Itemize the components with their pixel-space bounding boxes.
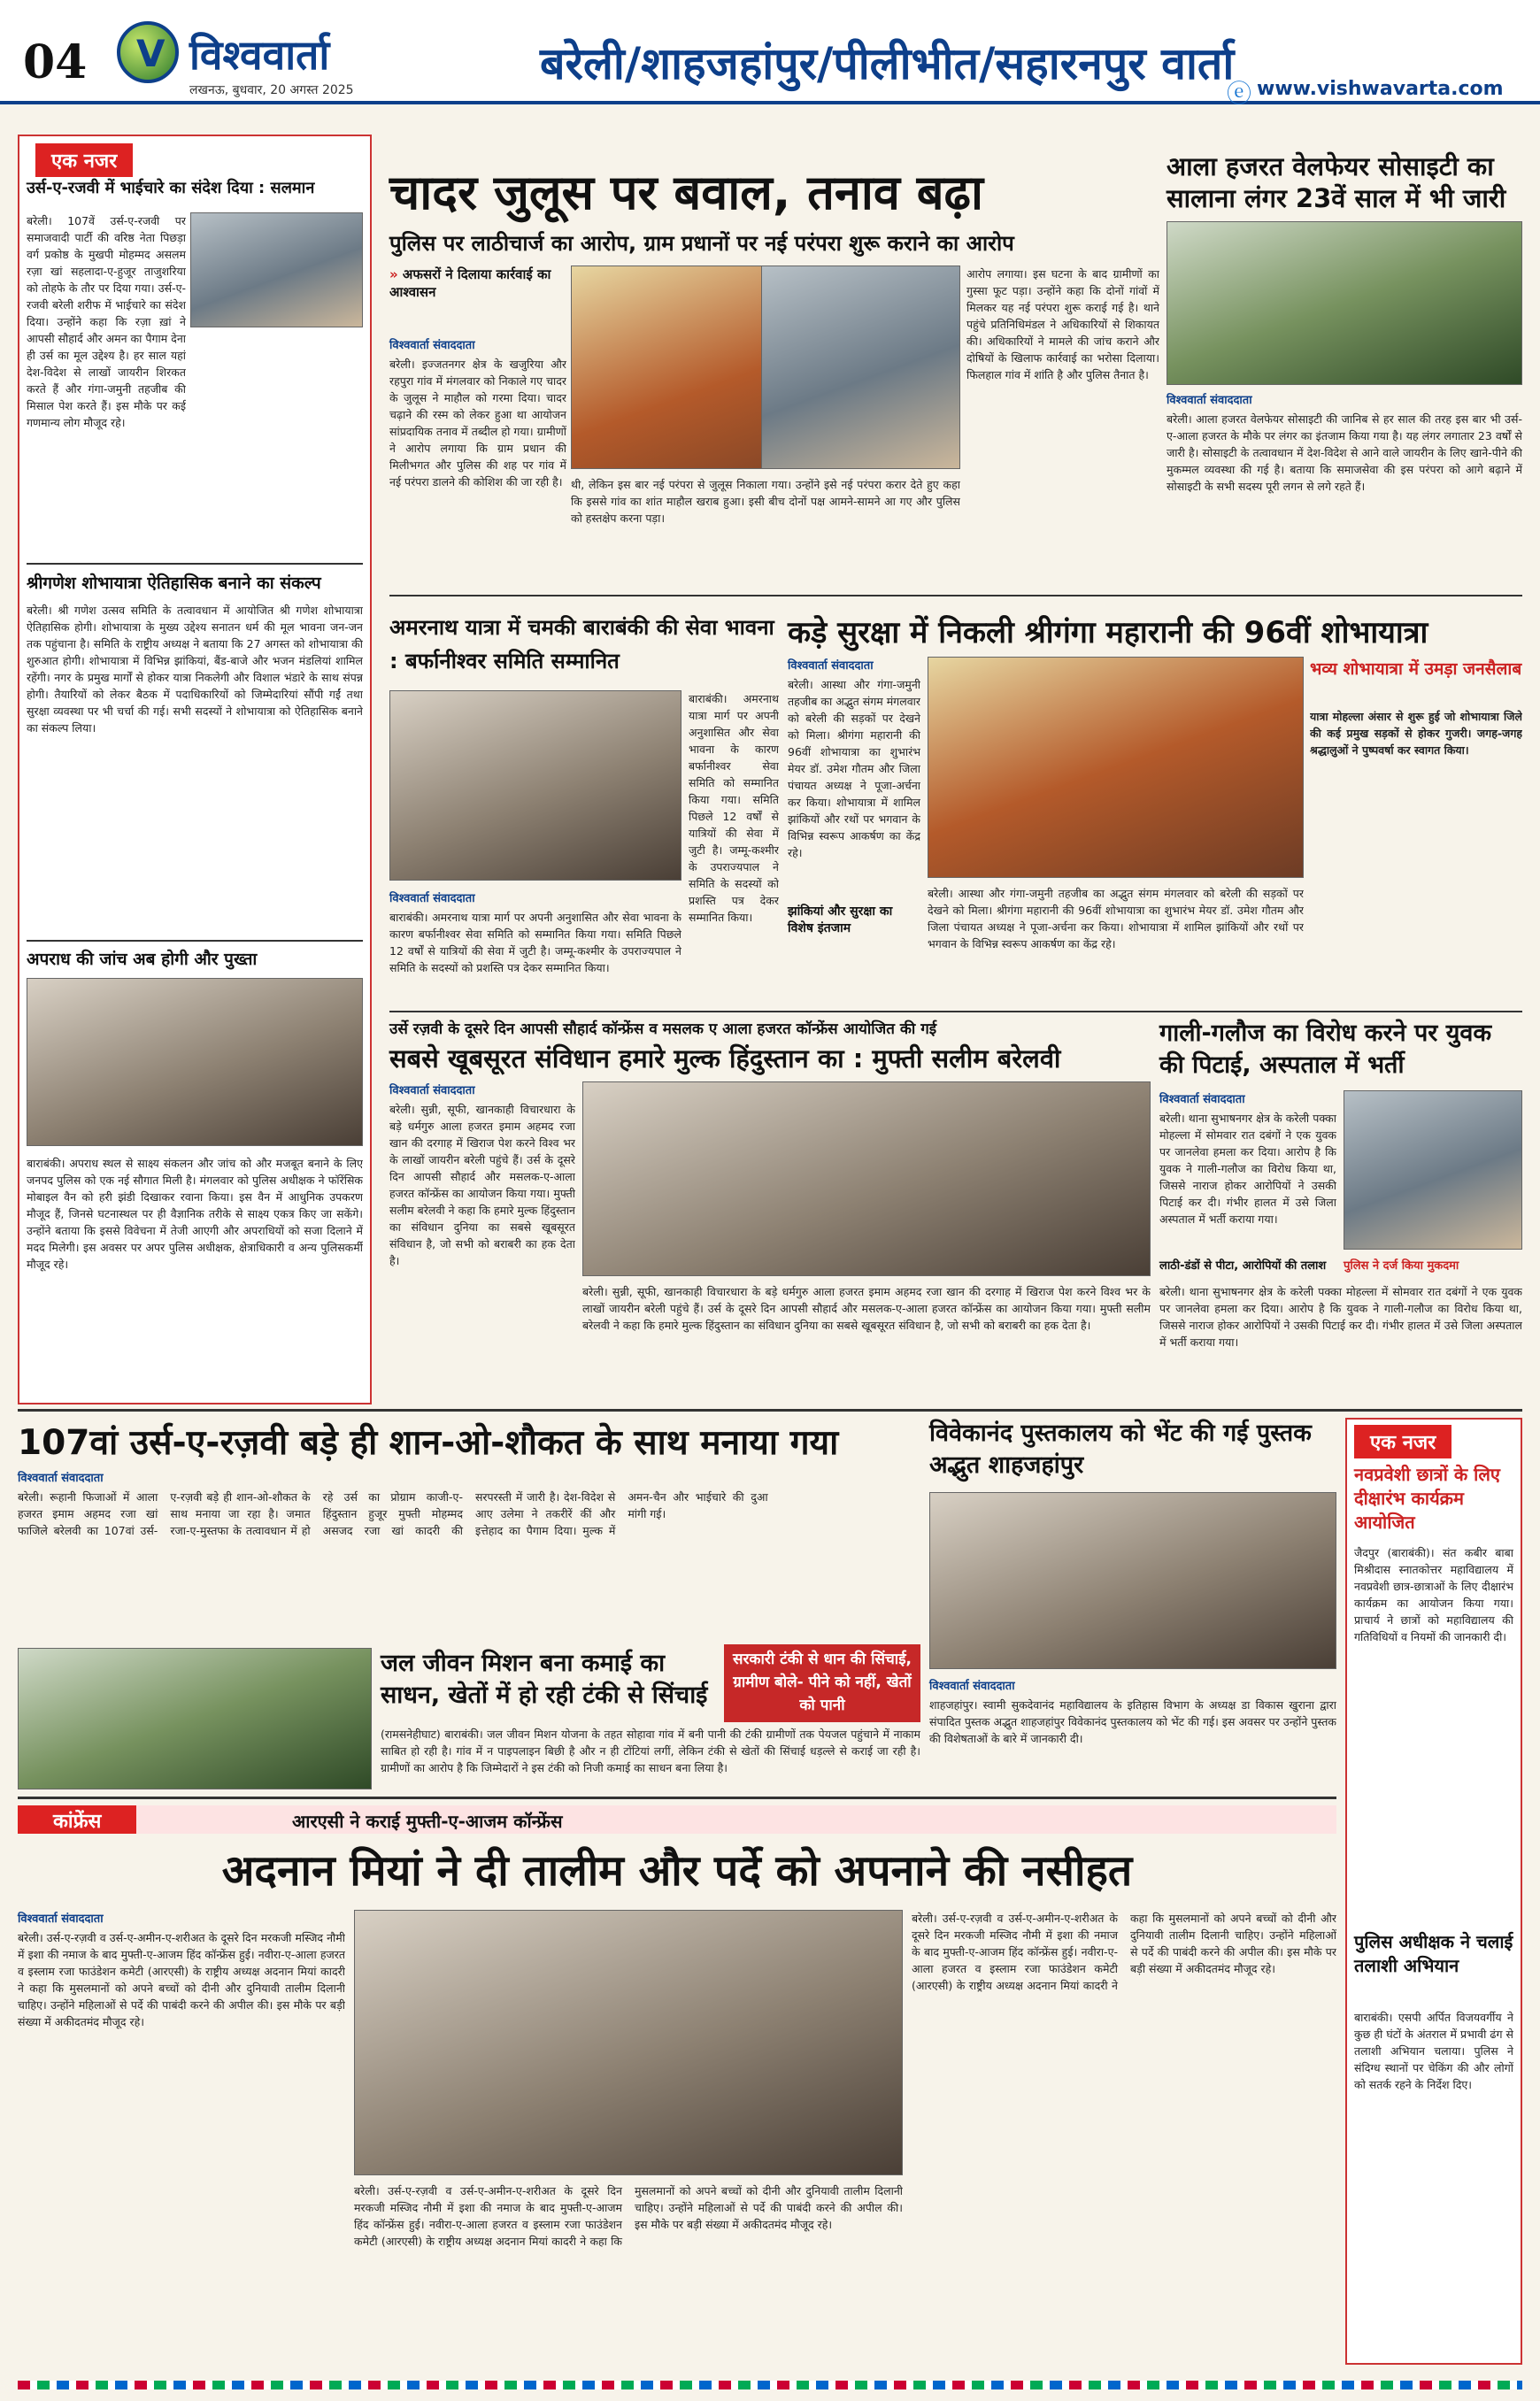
bottom-kicker: आरएसी ने कराई मुफ्ती-ए-आजम कॉन्फ्रेंस bbox=[292, 1811, 563, 1832]
brief-headline: श्रीगणेश शोभायात्रा ऐतिहासिक बनाने का संकल्प bbox=[27, 573, 321, 593]
gali-body: बरेली। थाना सुभाषनगर क्षेत्र के करेली पक्का मोहल्ला में सोमवार रात दबंगों ने एक युवक पर जानलेवा हमला कर दिया। आरोप है कि युवक ने गाली-गलौज का विरोध किया था, जिससे नाराज होकर आरोपियों ने उसकी पिटाई कर दी। गंभीर हालत में उसे जिला अस्पताल में भर्ती कराया गया। bbox=[1159, 1112, 1336, 1226]
lead-deck: पुलिस पर लाठीचार्ज का आरोप, ग्राम प्रधानों पर नई परंपरा शुरू कराने का आरोप bbox=[389, 231, 1014, 256]
bottom-photo bbox=[354, 1910, 903, 2175]
jal-callout: सरकारी टंकी से धान की सिंचाई, ग्रामीण बोले- पीने को नहीं, खेतों को पानी bbox=[724, 1644, 920, 1722]
byline: विश्ववार्ता संवाददाता bbox=[1167, 394, 1252, 407]
lead-headline: चादर जुलूस पर बवाल, तनाव बढ़ा bbox=[389, 165, 983, 220]
lead-photo-2 bbox=[761, 265, 960, 469]
briefs-tag: एक नजर bbox=[35, 143, 133, 177]
langar-body: बरेली। आला हजरत वेलफेयर सोसाइटी की जानिब से हर साल की तरह इस बार भी उर्स-ए-आला हजरत के मौके पर लंगर का इंतजाम किया गया है। यह लंगर लगातार 23 वर्षों से जारी है। सोसाइटी के तत्वावधान में देश-विदेश से आने वाले जायरीन के लिए खाने-पीने की मुकम्मल व्यवस्था की गई है। बताया कि समाजसेवा की इस परंपरा को आगे बढ़ाने में सोसाइटी के सभी सदस्य पूरी लगन से लगे रहते हैं। bbox=[1167, 412, 1522, 493]
byline: विश्ववार्ता संवाददाता bbox=[389, 339, 475, 352]
amarnath-photo bbox=[389, 690, 681, 881]
lead-body: थी, लेकिन इस बार नई परंपरा से जुलूस निकाला गया। उन्होंने इसे नई परंपरा करार देते हुए कहा कि इससे गांव का शांत माहौल खराब हुआ। इसी बीच दोनों पक्ष आमने-सामने आ गए और पुलिस को हस्तक्षेप करना पड़ा। bbox=[571, 478, 960, 525]
urs-headline: 107वां उर्स-ए-रज़वी बड़े ही शान-ओ-शौकत के साथ मनाया गया bbox=[18, 1423, 839, 1463]
page-number: 04 bbox=[23, 35, 88, 89]
brand-name: विश्ववार्ता bbox=[189, 31, 330, 79]
amarnath-headline: अमरनाथ यात्रा में चमकी बाराबंकी की सेवा भावना : बर्फानीश्वर समिति सम्मानित bbox=[389, 615, 774, 673]
brief-body: बरेली। 107वें उर्स-ए-रजवी पर समाजवादी पार्टी की वरिष्ठ नेता पिछड़ा वर्ग प्रकोष्ठ के मुखपी मोहम्मद असलम रज़ा खां सहलादा-ए-हुजूर ताजुशरिया को तोहफे के तौर पर दिया गया। उर्स-ए-रजवी बरेली शरीफ में भाईचारे का संदेश दिया। उन्होंने कहा कि रज़ा ख़ां ने आपसी सौहार्द और अमन का पैगाम देना ही उर्स का मूल उद्देश्य है। हर साल यहां देश-विदेश से लाखों जायरीन शिरकत करते हैं और गंगा-जमुनी तहजीब की मिसाल पेश करते हैं। इस मौके पर कई गणमान्य लोग मौजूद रहे। bbox=[27, 214, 186, 429]
byline: विश्ववार्ता संवाददाता bbox=[929, 1680, 1015, 1693]
vivekanand-headline: विवेकानंद पुस्तकालय को भेंट की गई पुस्तक अद्भुत शाहजहांपुर bbox=[929, 1420, 1312, 1479]
byline: विश्ववार्ता संवाददाता bbox=[1159, 1093, 1245, 1106]
bottom-body-cont-2: बरेली। उर्स-ए-रज़वी व उर्स-ए-अमीन-ए-शरीअत के दूसरे दिन मरकजी मस्जिद नौमी में इशा की नमाज के बाद मुफ्ती-ए-आजम हिंद कॉन्फ्रेंस हुई। नवीरा-ए-आला हजरत व इस्लाम रजा फाउंडेशन कमेटी (आरएसी) के राष्ट्रीय अध्यक्ष अदनान मियां कादरी ने कहा कि मुसलमानों को अपने बच्चों को दीनी और दुनियावी तालीम दिलानी चाहिए। उन्होंने महिलाओं से पर्दे की पाबंदी करने की अपील की। इस मौके पर बड़ी संख्या में अकीदतमंद मौजूद रहे। bbox=[912, 1912, 1336, 1992]
ganga-body-cont: बरेली। आस्था और गंगा-जमुनी तहजीब का अद्भुत संगम मंगलवार को बरेली की सड़कों पर देखने को मिला। श्रीगंगा महारानी की 96वीं शोभायात्रा का शुभारंभ मेयर डॉ. उमेश गौतम और जिला पंचायत अध्यक्ष ने पूजा-अर्चना कर किया। शोभायात्रा में शामिल झांकियों और रथों पर भगवान के विभिन्न स्वरूप आकर्षण का केंद्र रहे। bbox=[928, 887, 1304, 950]
ganga-headline: कड़े सुरक्षा में निकली श्रीगंगा महारानी की 96वीं शोभायात्रा bbox=[788, 615, 1428, 650]
bottom-body-cont: बरेली। उर्स-ए-रज़वी व उर्स-ए-अमीन-ए-शरीअत के दूसरे दिन मरकजी मस्जिद नौमी में इशा की नमाज के बाद मुफ्ती-ए-आजम हिंद कॉन्फ्रेंस हुई। नवीरा-ए-आला हजरत व इस्लाम रजा फाउंडेशन कमेटी (आरएसी) के राष्ट्रीय अध्यक्ष अदनान मियां कादरी ने कहा कि मुसलमानों को अपने बच्चों को दीनी और दुनियावी तालीम दिलानी चाहिए। उन्होंने महिलाओं से पर्दे की पाबंदी करने की अपील की। इस मौके पर बड़ी संख्या में अकीदतमंद मौजूद रहे। bbox=[354, 2184, 903, 2248]
brief-headline: अपराध की जांच अब होगी और पुख्ता bbox=[27, 950, 258, 969]
jal-photo bbox=[18, 1648, 372, 1789]
samvidhan-body-cont: बरेली। सुन्नी, सूफी, खानकाही विचारधारा के बड़े धर्मगुरु आला हजरत इमाम अहमद रजा खान की दरगाह में खिराज पेश करने विश्व भर के लाखों जायरीन बरेली पहुंचे हैं। उर्स के दूसरे दिन आपसी सौहार्द और मसलक-ए-आला हजरत कॉन्फ्रेंस का आयोजन किया गया। मुफ्ती सलीम बरेलवी ने कहा कि हमारे मुल्क हिंदुस्तान का संविधान दुनिया का सबसे खूबसूरत संविधान है, जो सभी को बराबरी का हक देता है। bbox=[582, 1285, 1151, 1332]
samvidhan-kicker: उर्से रज़वी के दूसरे दिन आपसी सौहार्द कॉन्फ्रेंस व मसलक ए आला हजरत कॉन्फ्रेंस आयोजित की गई bbox=[389, 1020, 937, 1038]
byline: विश्ववार्ता संवाददाता bbox=[788, 659, 874, 673]
byline: विश्ववार्ता संवाददाता bbox=[18, 1912, 104, 1926]
amarnath-body-cont: बाराबंकी। अमरनाथ यात्रा मार्ग पर अपनी अनुशासित और सेवा भावना के कारण बर्फानीश्वर सेवा समिति को सम्मानित किया गया। समिति पिछले 12 वर्षों से यात्रियों की सेवा में जुटी है। जम्मू-कश्मीर के उपराज्यपाल ने समिति के सदस्यों को प्रशस्ति पत्र देकर सम्मानित किया। bbox=[689, 692, 779, 924]
bottom-body: बरेली। उर्स-ए-रज़वी व उर्स-ए-अमीन-ए-शरीअत के दूसरे दिन मरकजी मस्जिद नौमी में इशा की नमाज के बाद मुफ्ती-ए-आजम हिंद कॉन्फ्रेंस हुई। नवीरा-ए-आला हजरत व इस्लाम रजा फाउंडेशन कमेटी (आरएसी) के राष्ट्रीय अध्यक्ष अदनान मियां कादरी ने कहा कि मुसलमानों को अपने बच्चों को दीनी और दुनियावी तालीम दिलानी चाहिए। उन्होंने महिलाओं से पर्दे की पाबंदी करने की अपील की। इस मौके पर बड़ी संख्या में अकीदतमंद मौजूद रहे। bbox=[18, 1931, 345, 2028]
lead-body: आरोप लगाया। इस घटना के बाद ग्रामीणों का गुस्सा फूट पड़ा। उन्होंने कहा कि दोनों गांवों में मिलकर यह नई परंपरा शुरू कराई गई है। थाने पहुंचे प्रतिनिधिमंडल ने अधिकारियों से शिकायत की। अधिकारियों ने मामले की जांच कराने और दोषियों के खिलाफ कार्रवाई का भरोसा दिलाया। फिलहाल गांव में शांति है और पुलिस तैनात है। bbox=[966, 267, 1159, 381]
brief-body: जैदपुर (बाराबंकी)। संत कबीर बाबा मिश्रीदास स्नातकोत्तर महाविद्यालय में नवप्रवेशी छात्र-छात्राओं के लिए दीक्षारंभ कार्यक्रम का आयोजन किया गया। प्राचार्य ने छात्रों को महाविद्यालय की गतिविधियों व नियमों की जानकारी दी। bbox=[1354, 1546, 1513, 1643]
brief-body: बरेली। श्री गणेश उत्सव समिति के तत्वावधान में आयोजित श्री गणेश शोभायात्रा ऐतिहासिक होगी। शोभायात्रा के मुख्य उद्देश्य सनातन धर्म की मूल भावना जन-जन तक पहुंचाना है। समिति के राष्ट्रीय अध्यक्ष ने बताया कि 27 अगस्त को शोभायात्रा की शुरुआत होगी। शोभायात्रा में विभिन्न झांकियां, बैंड-बाजे और भजन मंडलियां शामिल रहेंगी। नगर के प्रमुख मार्गों से होकर यात्रा निकलेगी और विशाल भंडारे के साथ संपन्न होगी। तैयारियों को लेकर बैठक में पदाधिकारियों को जिम्मेदारियां सौंपी गईं तथा सुरक्षा व्यवस्था पर भी चर्चा की गई। सभी सदस्यों ने शोभायात्रा को ऐतिहासिक बनाने का संकल्प लिया। bbox=[27, 604, 363, 735]
color-registration-strip bbox=[18, 2381, 1522, 2389]
langar-headline: आला हजरत वेलफेयर सोसाइटी का सालाना लंगर 23वें साल में भी जारी bbox=[1167, 151, 1506, 213]
urs-body: बरेली। रूहानी फिजाओं में आला हजरत इमाम अहमद रजा खां फाजिले बरेलवी का 107वां उर्स-ए-रज़वी बड़े ही शान-ओ-शौकत के साथ मनाया जा रहा है। जमात रजा-ए-मुस्तफा के तत्वावधान में हो रहे उर्स का प्रोग्राम काजी-ए-हिंदुस्तान हुजूर मुफ्ती मोहम्मद असजद रजा खां कादरी की सरपरस्ती में जारी है। देश-विदेश से आए उलेमा ने तकरीरें कीं और इत्तेहाद का पैगाम दिया। मुल्क में अमन-चैन और भाईचारे की दुआ मांगी गई। bbox=[18, 1490, 768, 1537]
gali-body-cont: बरेली। थाना सुभाषनगर क्षेत्र के करेली पक्का मोहल्ला में सोमवार रात दबंगों ने एक युवक पर जानलेवा हमला कर दिया। आरोप है कि युवक ने गाली-गलौज का विरोध किया था, जिससे नाराज होकर आरोपियों ने उसकी पिटाई कर दी। गंभीर हालत में उसे जिला अस्पताल में भर्ती कराया गया। bbox=[1159, 1285, 1522, 1349]
edition-title: बरेली/शाहजहांपुर/पीलीभीत/सहारनपुर वार्ता bbox=[540, 38, 1235, 89]
brief-body: बाराबंकी। अपराध स्थल से साक्ष्य संकलन और जांच को और मजबूत बनाने के लिए जनपद पुलिस को एक नई सौगात मिली है। मंगलवार को पुलिस अधीक्षक ने फॉरेंसिक मोबाइल वैन को हरी झंडी दिखाकर रवाना किया। इस वैन में आधुनिक उपकरण मौजूद हैं, जिनसे घटनास्थल पर ही वैज्ञानिक तरीके से साक्ष्य एकत्र किए जा सकेंगे। उन्होंने बताया कि इससे विवेचना में तेजी आएगी और अपराधियों को सजा दिलाने में मदद मिलेगी। इस अवसर पर अपर पुलिस अधीक्षक, क्षेत्राधिकारी व अन्य पुलिसकर्मी मौजूद रहे। bbox=[27, 1157, 363, 1271]
divider bbox=[389, 1011, 1522, 1012]
byline: विश्ववार्ता संवाददाता bbox=[18, 1472, 104, 1485]
byline: विश्ववार्ता संवाददाता bbox=[389, 1084, 475, 1097]
gali-headline: गाली-गलौज का विरोध करने पर युवक की पिटाई, अस्पताल में भर्ती bbox=[1159, 1020, 1492, 1079]
jal-body: (रामसनेहीघाट) बाराबंकी। जल जीवन मिशन योजना के तहत सोहावा गांव में बनी पानी की टंकी ग्रामीणों तक पेयजल पहुंचाने में नाकाम साबित हो रही है। गांव में न पाइपलाइन बिछी है और न ही टोंटियां लगीं, लेकिन टंकी से खेतों की सिंचाई धड़ल्ले से कराई जा रही है। ग्रामीणों का आरोप है कि जिम्मेदारों ने इस टंकी को निजी कमाई का साधन बना लिया है। bbox=[381, 1728, 920, 1774]
brief-headline: उर्स-ए-रजवी में भाईचारे का संदेश दिया : सलमान bbox=[27, 179, 315, 197]
ganga-subhead: झांकियां और सुरक्षा का विशेष इंतजाम bbox=[788, 904, 893, 935]
samvidhan-body: बरेली। सुन्नी, सूफी, खानकाही विचारधारा के बड़े धर्मगुरु आला हजरत इमाम अहमद रजा खान की दरगाह में खिराज पेश करने विश्व भर के लाखों जायरीन बरेली पहुंचे हैं। उर्स के दूसरे दिन आपसी सौहार्द और मसलक-ए-आला हजरत कॉन्फ्रेंस का आयोजन किया गया। मुफ्ती सलीम बरेलवी ने कहा कि हमारे मुल्क हिंदुस्तान का संविधान दुनिया का सबसे खूबसूरत संविधान है, जो सभी को बराबरी का हक देता है। bbox=[389, 1103, 575, 1267]
lead-body: बरेली। इज्जतनगर क्षेत्र के खजुरिया और रहपुरा गांव में मंगलवार को निकाले गए चादर के जुलूस ने माहौल को गरमा दिया। चादर चढ़ाने की रस्म को लेकर हुआ था आयोजन सांप्रदायिक तनाव में तब्दील हो गया। ग्रामीणों ने आरोप लगाया कि ग्राम प्रधान की मिलीभगत और पुलिस की शह पर गांव में नई परंपरा डालने की कोशिश की जा रही है। bbox=[389, 358, 566, 489]
gali-photo bbox=[1344, 1090, 1522, 1250]
vivekanand-body: शाहजहांपुर। स्वामी सुकदेवानंद महाविद्यालय के इतिहास विभाग के अध्यक्ष डा विकास खुराना द्वारा संपादित पुस्तक अद्भुत शाहजहांपुर विवेकानंद पुस्तकालय को भेंट की गई। इस अवसर पर उन्होंने पुस्तक की विशेषताओं के बारे में जानकारी दी। bbox=[929, 1698, 1336, 1745]
bottom-headline: अदनान मियां ने दी तालीम और पर्दे को अपनाने की नसीहत bbox=[221, 1846, 1133, 1896]
section-tag: कांफ्रेंस bbox=[18, 1805, 136, 1834]
samvidhan-headline: सबसे खूबसूरत संविधान हमारे मुल्क हिंदुस्तान का : मुफ्ती सलीम बरेलवी bbox=[389, 1043, 1061, 1074]
gali-subhead-2: लाठी-डंडों से पीटा, आरोपियों की तलाश bbox=[1159, 1259, 1327, 1273]
brief-headline: पुलिस अधीक्षक ने चलाई तलाशी अभियान bbox=[1354, 1931, 1513, 1976]
divider bbox=[27, 563, 363, 565]
brief-photo bbox=[27, 978, 363, 1146]
ganga-side-headline: भव्य शोभायात्रा में उमड़ा जनसैलाब bbox=[1310, 659, 1522, 679]
jal-headline: जल जीवन मिशन बना कमाई का साधन, खेतों में हो रही टंकी से सिंचाई bbox=[381, 1650, 708, 1709]
amarnath-body: बाराबंकी। अमरनाथ यात्रा मार्ग पर अपनी अनुशासित और सेवा भावना के कारण बर्फानीश्वर सेवा समिति को सम्मानित किया गया। समिति पिछले 12 वर्षों से यात्रियों की सेवा में जुटी है। जम्मू-कश्मीर के उपराज्यपाल ने समिति के सदस्यों को प्रशस्ति पत्र देकर सम्मानित किया। bbox=[389, 911, 681, 974]
brand-logo-icon: V bbox=[117, 21, 179, 83]
divider bbox=[18, 1409, 1522, 1412]
lead-kicker: » अफसरों ने दिलाया कार्रवाई का आश्वासन bbox=[389, 266, 551, 300]
website-link[interactable]: www.vishwavarta.com bbox=[1257, 78, 1504, 100]
langar-photo bbox=[1167, 221, 1522, 385]
brief-headline: नवप्रवेशी छात्रों के लिए दीक्षारंभ कार्यक्रम आयोजित bbox=[1354, 1464, 1500, 1533]
brief-body: बाराबंकी। एसपी अर्पित विजयवर्गीय ने कुछ ही घंटों के अंतराल में प्रभावी ढंग से तलाशी अभियान चलाया। पुलिस ने संदिग्ध स्थानों पर चेकिंग की और लोगों को सतर्क रहने के निर्देश दिए। bbox=[1354, 2011, 1513, 2091]
brief-photo bbox=[190, 212, 363, 327]
browser-icon: ⓔ bbox=[1227, 79, 1252, 108]
ganga-side-body: यात्रा मोहल्ला अंसार से शुरू हुई जो शोभायात्रा जिले की कई प्रमुख सड़कों से होकर गुजरी। जगह-जगह श्रद्धालुओं ने पुष्पवर्षा कर स्वागत किया। bbox=[1310, 710, 1522, 757]
lead-kicker-text: अफसरों ने दिलाया कार्रवाई का आश्वासन bbox=[389, 266, 551, 300]
vivekanand-photo bbox=[929, 1492, 1336, 1669]
gali-subhead: पुलिस ने दर्ज किया मुकदमा bbox=[1344, 1259, 1459, 1273]
byline: विश्ववार्ता संवाददाता bbox=[389, 892, 475, 905]
briefs-tag: एक नजर bbox=[1354, 1425, 1451, 1458]
divider bbox=[18, 1797, 1336, 1799]
ganga-body: बरेली। आस्था और गंगा-जमुनी तहजीब का अद्भुत संगम मंगलवार को बरेली की सड़कों पर देखने को मिला। श्रीगंगा महारानी की 96वीं शोभायात्रा का शुभारंभ मेयर डॉ. उमेश गौतम और जिला पंचायत अध्यक्ष ने पूजा-अर्चना कर किया। शोभायात्रा में शामिल झांकियों और रथों पर भगवान के विभिन्न स्वरूप आकर्षण का केंद्र रहे। bbox=[788, 678, 920, 859]
ganga-photo bbox=[928, 657, 1304, 878]
divider bbox=[389, 595, 1522, 596]
divider bbox=[27, 940, 363, 942]
dateline: लखनऊ, बुधवार, 20 अगस्त 2025 bbox=[189, 83, 354, 97]
samvidhan-photo bbox=[582, 1081, 1151, 1276]
